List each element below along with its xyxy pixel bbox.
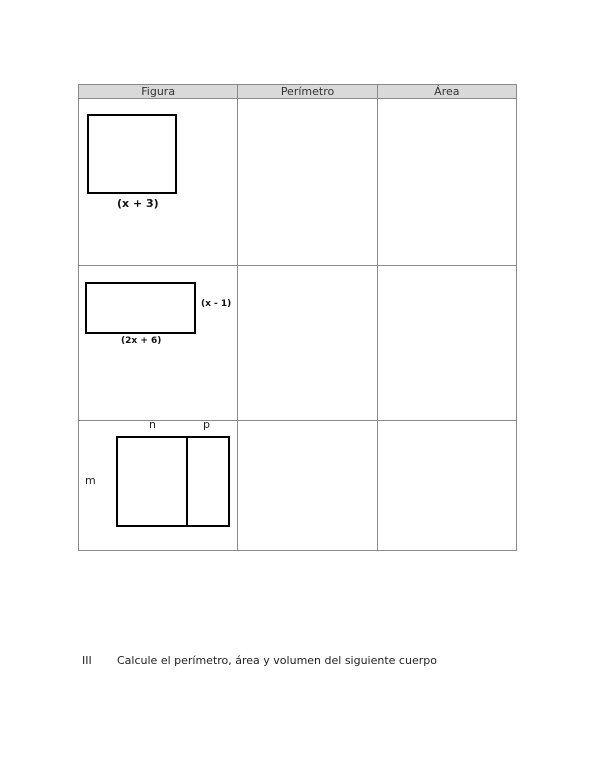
section-number: III (82, 654, 92, 667)
figure-cell-square (79, 99, 238, 266)
table-row (79, 266, 517, 421)
perimetro-cell (238, 421, 377, 551)
square-figure (87, 114, 177, 194)
area-cell (377, 266, 516, 421)
header-figura: Figura (79, 85, 238, 99)
figure-cell-split-rectangle (79, 418, 238, 551)
label-n: n (149, 418, 156, 431)
split-rectangle-divider (186, 436, 188, 527)
table-header-row (79, 85, 517, 99)
figure-cell-rectangle (79, 266, 238, 421)
square-base-label: (x + 3) (117, 197, 159, 210)
section-instruction-text: Calcule el perímetro, área y volumen del siguiente cuerpo (117, 654, 437, 667)
perimetro-cell (238, 99, 377, 266)
area-cell (377, 99, 516, 266)
figures-table (78, 84, 517, 551)
header-perimetro: Perímetro (238, 85, 377, 99)
label-m: m (85, 474, 96, 487)
table-row (79, 421, 517, 551)
perimetro-cell (238, 266, 377, 421)
rectangle-side-label: (x - 1) (201, 299, 232, 309)
rectangle-figure (85, 282, 196, 334)
area-cell (377, 421, 516, 551)
table-row (79, 99, 517, 266)
label-p: p (203, 418, 210, 431)
header-area: Área (377, 85, 516, 99)
rectangle-base-label: (2x + 6) (121, 336, 162, 346)
split-rectangle-figure (116, 436, 230, 527)
